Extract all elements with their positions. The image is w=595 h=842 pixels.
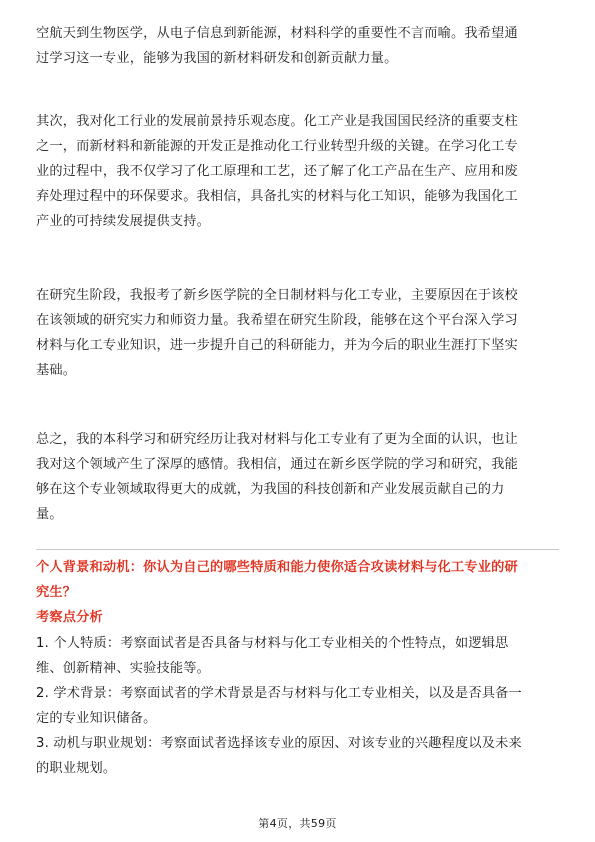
paragraph-line: 量。 (36, 507, 63, 522)
analysis-item-line: 1. 个人特质：考察面试者是否具备与材料与化工专业相关的个性特点，如逻辑思 (36, 636, 509, 651)
analysis-heading (36, 605, 561, 630)
analysis-item (36, 631, 561, 681)
paragraph-line: 在研究生阶段，我报考了新乡医学院的全日制材料与化工专业，主要原因在于该校 (36, 288, 518, 303)
analysis-item-line: 的职业规划。 (36, 761, 117, 776)
paragraph-4 (36, 427, 561, 527)
paragraph-line: 其次，我对化工行业的发展前景持乐观态度。化工产业是我国国民经济的重要支柱 (36, 114, 518, 129)
interview-question (36, 555, 561, 605)
paragraph-line: 材料与化工专业知识，进一步提升自己的科研能力，并为今后的职业生涯打下坚实 (36, 338, 518, 353)
paragraph-line: 业的过程中，我不仅学习了化工原理和工艺，还了解了化工产品在生产、应用和废 (36, 164, 518, 179)
analysis-item (36, 681, 561, 731)
analysis-item-line: 3. 动机与职业规划：考察面试者选择该专业的原因、对该专业的兴趣程度以及未来 (36, 736, 522, 751)
question-line: 究生？ (36, 585, 77, 600)
analysis-list (36, 631, 561, 781)
section-divider (36, 549, 559, 550)
paragraph-3 (36, 283, 561, 383)
paragraph-line: 弃处理过程中的环保要求。我相信，具备扎实的材料与化工知识，能够为我国化工 (36, 189, 518, 204)
paragraph-line: 之一，而新材料和新能源的开发正是推动化工行业转型升级的关键。在学习化工专 (36, 139, 518, 154)
paragraph-2 (36, 109, 561, 234)
paragraph-line: 够在这个专业领域取得更大的成就，为我国的科技创新和产业发展贡献自己的力 (36, 482, 505, 497)
analysis-item-line: 定的专业知识储备。 (36, 711, 157, 726)
paragraph-line: 在该领域的研究实力和师资力量。我希望在研究生阶段，能够在这个平台深入学习 (36, 313, 518, 328)
paragraph-line: 我对这个领域产生了深厚的感情。我相信，通过在新乡医学院的学习和研究，我能 (36, 457, 518, 472)
analysis-item (36, 731, 561, 781)
paragraph-line: 基础。 (36, 363, 77, 378)
paragraph-1 (36, 21, 561, 71)
analysis-item-line: 维、创新精神、实验技能等。 (36, 661, 211, 676)
analysis-item-line: 2. 学术背景：考察面试者的学术背景是否与材料与化工专业相关，以及是否具备一 (36, 686, 522, 701)
paragraph-line: 空航天到生物医学，从电子信息到新能源，材料科学的重要性不言而喻。我希望通 (36, 26, 518, 41)
page-number: 第4页，共59页 (258, 817, 337, 830)
paragraph-line: 过学习这一专业，能够为我国的新材料研发和创新贡献力量。 (36, 51, 398, 66)
question-line: 个人背景和动机：你认为自己的哪些特质和能力使你适合攻读材料与化工专业的研 (36, 560, 518, 575)
analysis-heading-text: 考察点分析 (36, 610, 103, 625)
paragraph-line: 产业的可持续发展提供支持。 (36, 214, 211, 229)
paragraph-line: 总之，我的本科学习和研究经历让我对材料与化工专业有了更为全面的认识，也让 (36, 432, 518, 447)
